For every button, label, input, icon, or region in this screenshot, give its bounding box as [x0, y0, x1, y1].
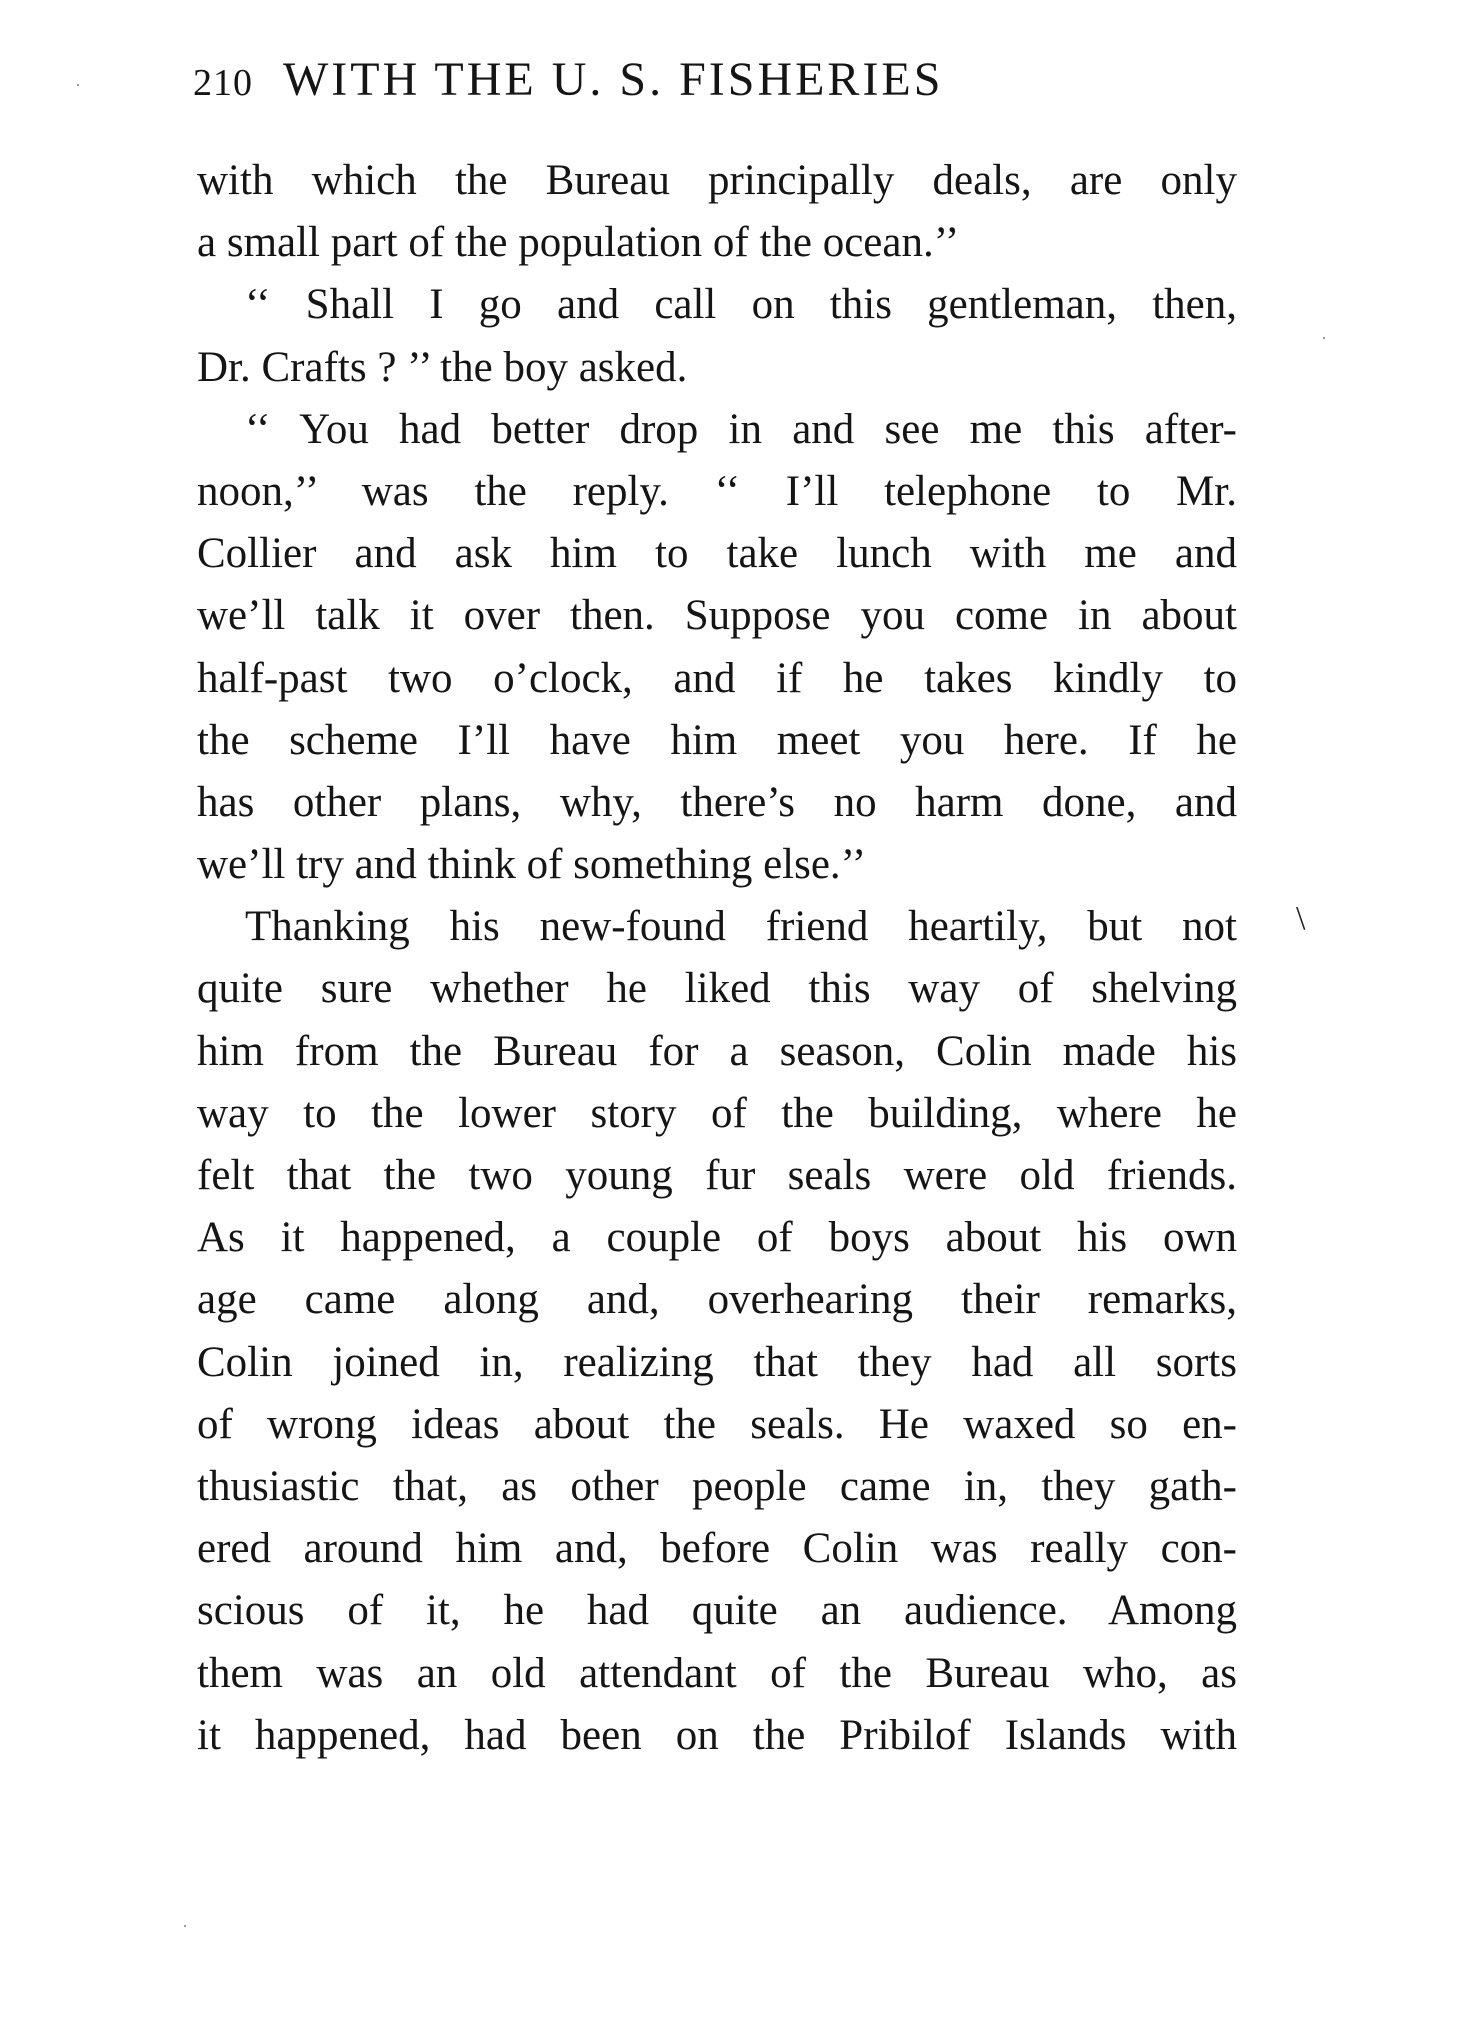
margin-mark: \ — [1296, 900, 1306, 937]
body-text — [197, 150, 1237, 1767]
text-line: Collier and ask him to take lunch with me and — [197, 530, 1237, 578]
text-line: it happened, had been on the Pribilof Islands with — [197, 1711, 1237, 1759]
text-line: we’ll try and think of something else.’’ — [197, 841, 867, 889]
text-line: Thanking his new-found friend heartily, but not — [245, 903, 1237, 951]
scan-speck — [1323, 337, 1325, 339]
scan-speck — [184, 1925, 186, 1927]
scan-speck — [77, 84, 79, 86]
page-header — [193, 52, 1243, 122]
page-number: 210 — [193, 62, 253, 104]
text-line: ered around him and, before Colin was really con- — [197, 1525, 1237, 1573]
text-line: quite sure whether he liked this way of shelving — [197, 965, 1237, 1013]
text-line: them was an old attendant of the Bureau who, as — [197, 1649, 1237, 1697]
text-line: of wrong ideas about the seals. He waxed so en- — [197, 1400, 1237, 1448]
text-line: half-past two o’clock, and if he takes kindly to — [197, 654, 1237, 702]
text-line: has other plans, why, there’s no harm done, and — [197, 778, 1237, 826]
text-line: age came along and, overhearing their remarks, — [197, 1276, 1237, 1324]
text-line: Colin joined in, realizing that they had all sorts — [197, 1338, 1237, 1386]
running-head: WITH THE U. S. FISHERIES — [283, 53, 944, 106]
text-line: scious of it, he had quite an audience. Among — [197, 1587, 1237, 1635]
text-line: Dr. Crafts ? ’’ the boy asked. — [197, 343, 688, 391]
text-line: noon,’’ was the reply. ‘‘ I’ll telephone to Mr. — [197, 467, 1237, 515]
text-line: ‘‘ You had better drop in and see me this after- — [245, 405, 1237, 453]
text-line: ‘‘ Shall I go and call on this gentleman, then, — [245, 281, 1237, 329]
text-line: thusiastic that, as other people came in, they gath- — [197, 1462, 1237, 1510]
text-line: a small part of the population of the ocean.’’ — [197, 219, 960, 267]
text-line: with which the Bureau principally deals, are only — [197, 157, 1237, 204]
text-line: As it happened, a couple of boys about his own — [197, 1214, 1237, 1262]
text-line: felt that the two young fur seals were old friends. — [197, 1152, 1237, 1199]
text-line: the scheme I’ll have him meet you here. If he — [197, 716, 1237, 764]
text-line: we’ll talk it over then. Suppose you come in about — [197, 592, 1237, 640]
text-line: him from the Bureau for a season, Colin made his — [197, 1027, 1237, 1075]
text-line: way to the lower story of the building, where he — [197, 1089, 1237, 1137]
